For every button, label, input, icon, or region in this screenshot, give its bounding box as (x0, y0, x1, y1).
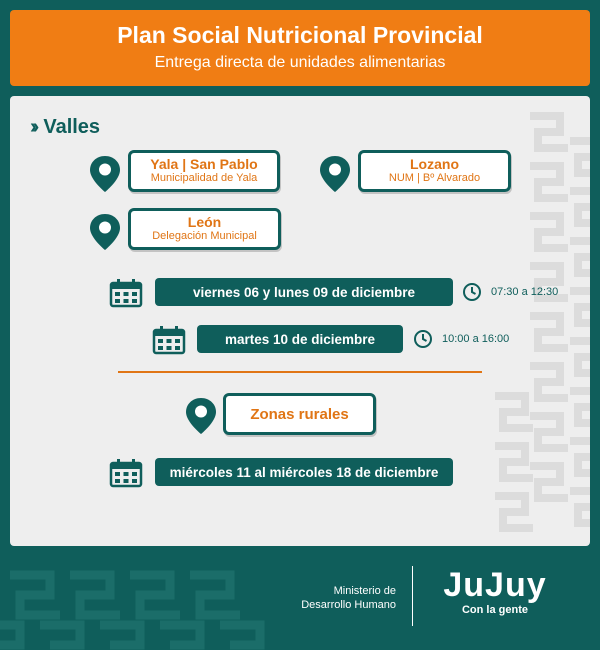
clock-icon (462, 282, 482, 302)
time-range: 10:00 a 16:00 (442, 333, 510, 345)
header-title: Plan Social Nutricional Provincial (117, 22, 483, 48)
location-name: León (187, 214, 222, 230)
map-pin-icon (184, 396, 218, 436)
header-banner (10, 10, 590, 86)
footer-divider (412, 566, 413, 626)
calendar-icon (109, 278, 143, 308)
schedule-card (10, 96, 590, 546)
clock-icon (413, 329, 433, 349)
rural-zones-box: Zonas rurales (223, 393, 376, 435)
time-range: 07:30 a 12:30 (491, 286, 559, 298)
location-box-leon (128, 208, 281, 250)
calendar-icon (109, 458, 143, 488)
location-detail: Municipalidad de Yala (150, 172, 258, 184)
logo-tagline: Con la gente (461, 604, 528, 616)
location-name: Lozano (410, 156, 459, 172)
section-header (30, 116, 100, 139)
location-name: Yala | San Pablo (150, 156, 258, 172)
date-bar: martes 10 de diciembre (197, 325, 403, 353)
logo-wordmark: JuJuy (443, 566, 547, 604)
map-pin-icon (88, 212, 122, 252)
section-divider (118, 371, 482, 373)
calendar-icon (152, 325, 186, 355)
header-subtitle: Entrega directa de unidades alimentarias (154, 54, 446, 71)
date-bar: viernes 06 y lunes 09 de diciembre (155, 278, 453, 306)
map-pin-icon (318, 154, 352, 194)
section-title: Valles (43, 116, 101, 138)
location-box-lozano (358, 150, 511, 192)
location-detail: Delegación Municipal (152, 230, 257, 242)
jujuy-logo (432, 566, 558, 616)
ministry-label (270, 584, 396, 612)
double-chevron-right-icon: ›› (30, 116, 36, 138)
location-detail: NUM | Bº Alvarado (388, 172, 481, 184)
location-box-yala (128, 150, 280, 192)
ministry-line-1: Ministerio de (333, 585, 396, 597)
ministry-line-2: Desarrollo Humano (301, 599, 396, 611)
date-bar: miércoles 11 al miércoles 18 de diciembre (155, 458, 453, 486)
map-pin-icon (88, 154, 122, 194)
